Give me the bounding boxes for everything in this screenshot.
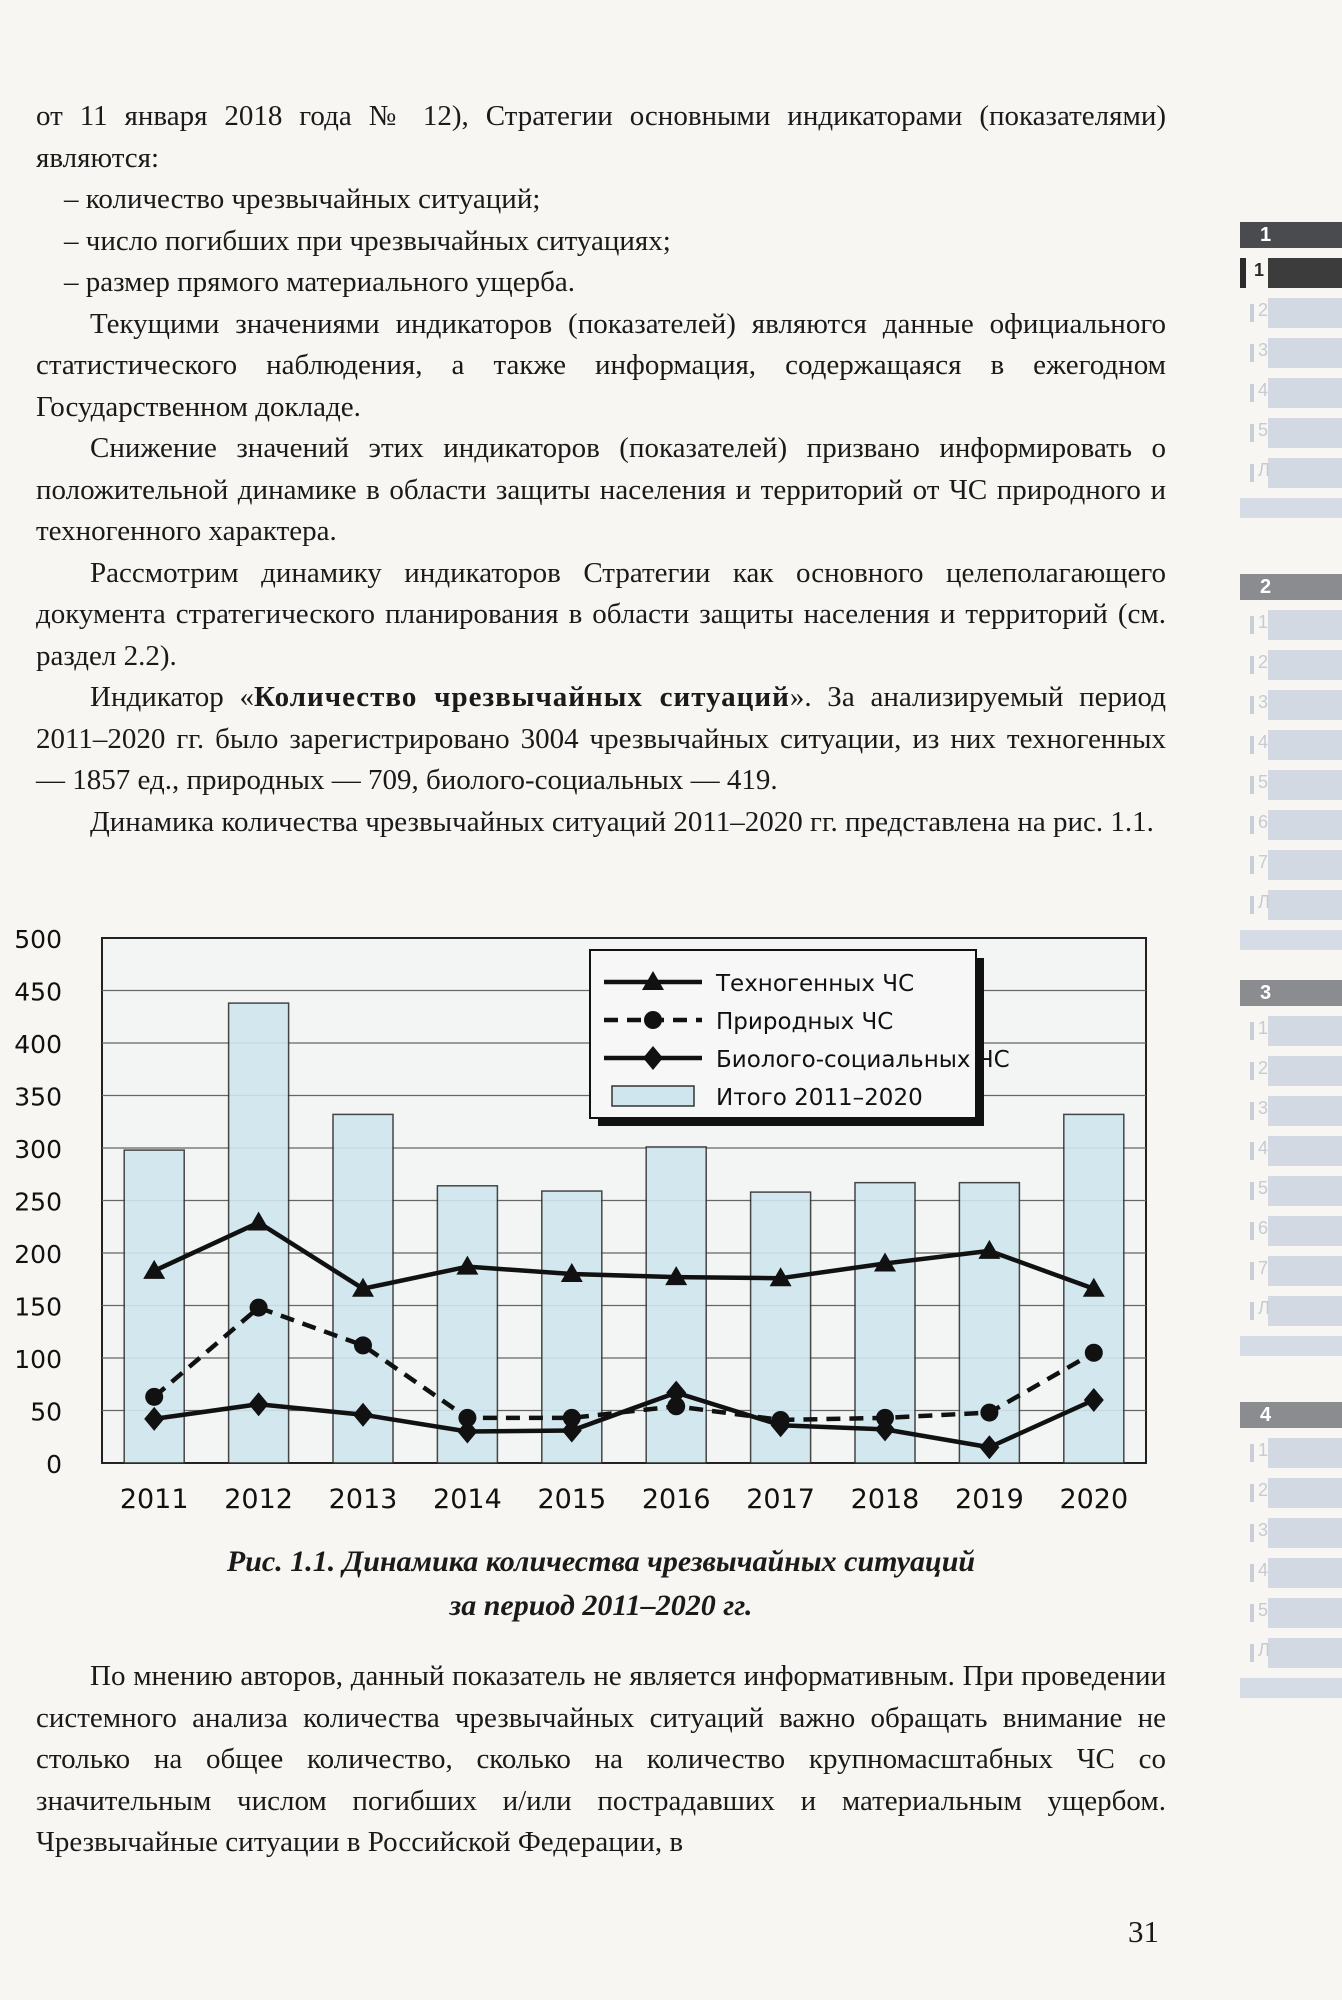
- thumb-section-foot: [1240, 1678, 1342, 1698]
- x-tick-label-2016: 2016: [641, 1484, 711, 1515]
- thumb-item-4-5[interactable]: [1240, 1598, 1342, 1628]
- thumb-item-label: 3: [1258, 1098, 1269, 1118]
- thumb-tick: [1250, 616, 1254, 634]
- thumb-item-label: 2: [1258, 652, 1269, 672]
- paragraph-4: – размер прямого материального ущерба.: [64, 266, 575, 298]
- legend-label-biosocial: Биолого-социальных ЧС: [716, 1047, 1010, 1073]
- thumb-item-label: 4: [1258, 1560, 1269, 1580]
- chart-figure-1-1: [14, 920, 1164, 1520]
- thumb-item-label: 4: [1258, 380, 1269, 400]
- x-tick-label-2015: 2015: [537, 1484, 607, 1515]
- body-text-after-figure: [36, 1656, 1166, 1864]
- paragraph-1: от 11 января 2018 года № 12), Стратегии основными индикаторами (показателями) являются:: [36, 100, 1166, 174]
- thumb-item-2-5[interactable]: [1240, 770, 1342, 800]
- thumb-item-3-8[interactable]: [1240, 1296, 1342, 1326]
- thumb-item-label: 1: [1254, 260, 1265, 280]
- paragraph-dynamics: Динамика количества чрезвычайных ситуаций 2011–2020 гг. представлена на рис. 1.1.: [90, 805, 1154, 838]
- thumb-item-4-3[interactable]: [1240, 1518, 1342, 1548]
- thumb-tick: [1250, 1604, 1254, 1622]
- thumb-item-label: 3: [1258, 692, 1269, 712]
- legend-label-total: Итого 2011–2020: [716, 1085, 923, 1111]
- thumb-tick: [1250, 656, 1254, 674]
- thumb-section-head[interactable]: 3: [1240, 980, 1342, 1006]
- thumb-tick: [1250, 816, 1254, 834]
- y-tick-label-100: 100: [14, 1345, 62, 1374]
- marker-natural-2020: [1085, 1344, 1103, 1362]
- thumb-item-4-1[interactable]: [1240, 1438, 1342, 1468]
- thumb-item-4-4[interactable]: [1240, 1558, 1342, 1588]
- thumb-tick: [1250, 1444, 1254, 1462]
- thumb-tick: [1250, 776, 1254, 794]
- thumb-tick: [1250, 696, 1254, 714]
- thumb-section-foot: [1240, 930, 1342, 950]
- page-number: 31: [1128, 1914, 1159, 1949]
- y-tick-label-350: 350: [14, 1082, 62, 1112]
- thumb-item-label: 3: [1258, 1520, 1269, 1540]
- thumb-tick: [1250, 736, 1254, 754]
- thumb-item-label: 1: [1258, 1018, 1269, 1038]
- thumb-item-label: 6: [1258, 812, 1269, 832]
- thumb-item-3-3[interactable]: [1240, 1096, 1342, 1126]
- thumb-item-1-2[interactable]: [1240, 298, 1342, 328]
- thumb-item-4-6[interactable]: [1240, 1638, 1342, 1668]
- thumb-tick: [1250, 1102, 1254, 1120]
- thumb-tick: [1250, 464, 1254, 482]
- thumb-item-3-2[interactable]: [1240, 1056, 1342, 1086]
- thumb-section-head[interactable]: 1: [1240, 222, 1342, 248]
- thumb-tick: [1250, 424, 1254, 442]
- thumb-item-label: 5: [1258, 420, 1269, 440]
- y-tick-label-150: 150: [14, 1292, 62, 1322]
- x-tick-label-2019: 2019: [955, 1484, 1024, 1515]
- thumb-tick: [1250, 1262, 1254, 1280]
- thumb-item-2-1[interactable]: [1240, 610, 1342, 640]
- paragraph-6: Снижение значений этих индикаторов (показателей) призвано информировать о положительной динамике в области защиты населения и территорий от ЧС природного и техногенного характера.: [36, 432, 1166, 547]
- thumb-item-label: 3: [1258, 340, 1269, 360]
- legend-marker-natural: [644, 1011, 662, 1029]
- thumb-item-3-1[interactable]: [1240, 1016, 1342, 1046]
- thumb-item-4-2[interactable]: [1240, 1478, 1342, 1508]
- thumb-item-label: 5: [1258, 1178, 1269, 1198]
- thumb-item-1-5[interactable]: [1240, 418, 1342, 448]
- caption-line-1: Рис. 1.1. Динамика количества чрезвычайных ситуаций: [226, 1545, 976, 1578]
- thumb-section-head[interactable]: 2: [1240, 574, 1342, 600]
- thumb-section-4[interactable]: [1240, 1402, 1342, 1698]
- thumb-tick: [1250, 1022, 1254, 1040]
- y-tick-label-500: 500: [14, 925, 62, 954]
- legend-label-technogenic: Техногенных ЧС: [716, 971, 915, 997]
- thumb-item-label: 2: [1258, 300, 1269, 320]
- thumb-section-1[interactable]: [1240, 222, 1342, 518]
- thumb-tick: [1250, 304, 1254, 322]
- thumb-section-head[interactable]: 4: [1240, 1402, 1342, 1428]
- indicator-prefix: Индикатор «: [90, 681, 255, 713]
- y-tick-label-400: 400: [14, 1030, 62, 1059]
- thumb-tick: [1250, 1062, 1254, 1080]
- paragraph-5: Текущими значениями индикаторов (показателей) являются данные официального статистического наблюдения, а также информация, содержащаяся в ежегодном Государственном докладе.: [36, 307, 1166, 423]
- y-tick-label-250: 250: [14, 1187, 62, 1217]
- thumb-section-3[interactable]: [1240, 980, 1342, 1356]
- thumb-tick: [1250, 1182, 1254, 1200]
- thumb-item-3-5[interactable]: [1240, 1176, 1342, 1206]
- thumb-tick: [1250, 1564, 1254, 1582]
- thumb-item-1-1[interactable]: [1240, 258, 1342, 288]
- thumb-item-label: Л: [1258, 1640, 1270, 1660]
- thumb-item-label: 1: [1258, 612, 1269, 632]
- thumb-tick: [1250, 1484, 1254, 1502]
- thumb-item-label: 6: [1258, 1218, 1269, 1238]
- thumb-tick: [1250, 344, 1254, 362]
- thumb-item-3-7[interactable]: [1240, 1256, 1342, 1286]
- legend-swatch-total: [612, 1086, 694, 1106]
- marker-natural-2011: [145, 1388, 163, 1406]
- thumb-item-2-6[interactable]: [1240, 810, 1342, 840]
- thumb-item-2-8[interactable]: [1240, 890, 1342, 920]
- thumb-item-label: 4: [1258, 1138, 1269, 1158]
- thumb-item-2-7[interactable]: [1240, 850, 1342, 880]
- y-tick-label-50: 50: [30, 1397, 62, 1427]
- thumb-item-1-4[interactable]: [1240, 378, 1342, 408]
- thumb-item-2-4[interactable]: [1240, 730, 1342, 760]
- paragraph-after-figure: По мнению авторов, данный показатель не является информативным. При проведении системного анализа количества чрезвычайных ситуаций важно обращать внимание не столько на общее количество, сколько на количество крупномасштабных ЧС со значительным числом погибших и/или пострадавших и материальным ущербом. Чрезвычайные ситуации в Российской Федерации, в: [36, 1660, 1166, 1858]
- thumb-item-label: 4: [1258, 732, 1269, 752]
- figure-caption: [36, 1540, 1166, 1628]
- thumb-item-label: 5: [1258, 772, 1269, 792]
- legend-label-natural: Природных ЧС: [716, 1009, 894, 1035]
- y-tick-label-0: 0: [46, 1450, 62, 1479]
- paragraph-indicator: [36, 677, 1166, 802]
- thumb-item-2-3[interactable]: [1240, 690, 1342, 720]
- paragraph-2: – количество чрезвычайных ситуаций;: [64, 183, 541, 215]
- thumb-item-label: 5: [1258, 1600, 1269, 1620]
- x-tick-label-2017: 2017: [746, 1484, 815, 1515]
- thumb-item-label: 7: [1258, 1258, 1269, 1278]
- thumb-item-label: Л: [1258, 1298, 1270, 1318]
- x-tick-label-2014: 2014: [433, 1484, 502, 1515]
- y-tick-label-200: 200: [14, 1240, 62, 1269]
- thumb-item-3-6[interactable]: [1240, 1216, 1342, 1246]
- y-tick-label-300: 300: [14, 1135, 62, 1164]
- marker-natural-2019: [980, 1404, 998, 1422]
- thumb-tick: [1250, 1302, 1254, 1320]
- thumb-tick: [1250, 856, 1254, 874]
- paragraph-7: Рассмотрим динамику индикаторов Стратегии как основного целеполагающего документа стратегического планирования в области защиты населения и территорий (см. раздел 2.2).: [36, 556, 1166, 672]
- thumb-item-label: 1: [1258, 1440, 1269, 1460]
- thumb-section-2[interactable]: [1240, 574, 1342, 950]
- x-tick-label-2012: 2012: [224, 1484, 293, 1515]
- marker-natural-2012: [250, 1299, 268, 1317]
- thumb-item-1-6[interactable]: [1240, 458, 1342, 488]
- thumb-tick: [1250, 896, 1254, 914]
- thumb-tick: [1250, 1524, 1254, 1542]
- x-tick-label-2020: 2020: [1059, 1484, 1129, 1515]
- thumb-item-label: 2: [1258, 1058, 1269, 1078]
- thumb-item-label: 7: [1258, 852, 1269, 872]
- thumb-section-foot: [1240, 498, 1342, 518]
- thumb-tick: [1250, 1142, 1254, 1160]
- thumb-tick: [1250, 384, 1254, 402]
- paragraph-3: – число погибших при чрезвычайных ситуациях;: [64, 224, 671, 257]
- thumb-item-1-3[interactable]: [1240, 338, 1342, 368]
- marker-natural-2013: [354, 1336, 372, 1354]
- body-text-before-figure: [36, 96, 1166, 843]
- x-tick-label-2018: 2018: [850, 1484, 920, 1515]
- x-tick-label-2011: 2011: [119, 1484, 189, 1515]
- thumb-section-foot: [1240, 1336, 1342, 1356]
- thumb-tick: [1250, 1222, 1254, 1240]
- indicator-name: Количество чрезвычайных ситуаций: [254, 681, 790, 713]
- thumb-item-label: Л: [1258, 460, 1270, 480]
- thumb-item-3-4[interactable]: [1240, 1136, 1342, 1166]
- caption-line-2: за период 2011–2020 гг.: [449, 1589, 753, 1622]
- thumb-tick: [1250, 1644, 1254, 1662]
- x-tick-label-2013: 2013: [328, 1484, 398, 1515]
- thumb-item-label: Л: [1258, 892, 1270, 912]
- bar-total-2016: [646, 1147, 706, 1463]
- y-tick-label-450: 450: [14, 977, 62, 1007]
- indicator-suffix: ». За анализируемый период 2011–2020 гг. было зарегистрировано 3004 чрезвычайных ситуации, из них техногенных — 1857 ед., природных — 709, биолого-социальных — 419.: [36, 681, 1166, 796]
- thumb-item-label: 2: [1258, 1480, 1269, 1500]
- thumb-item-2-2[interactable]: [1240, 650, 1342, 680]
